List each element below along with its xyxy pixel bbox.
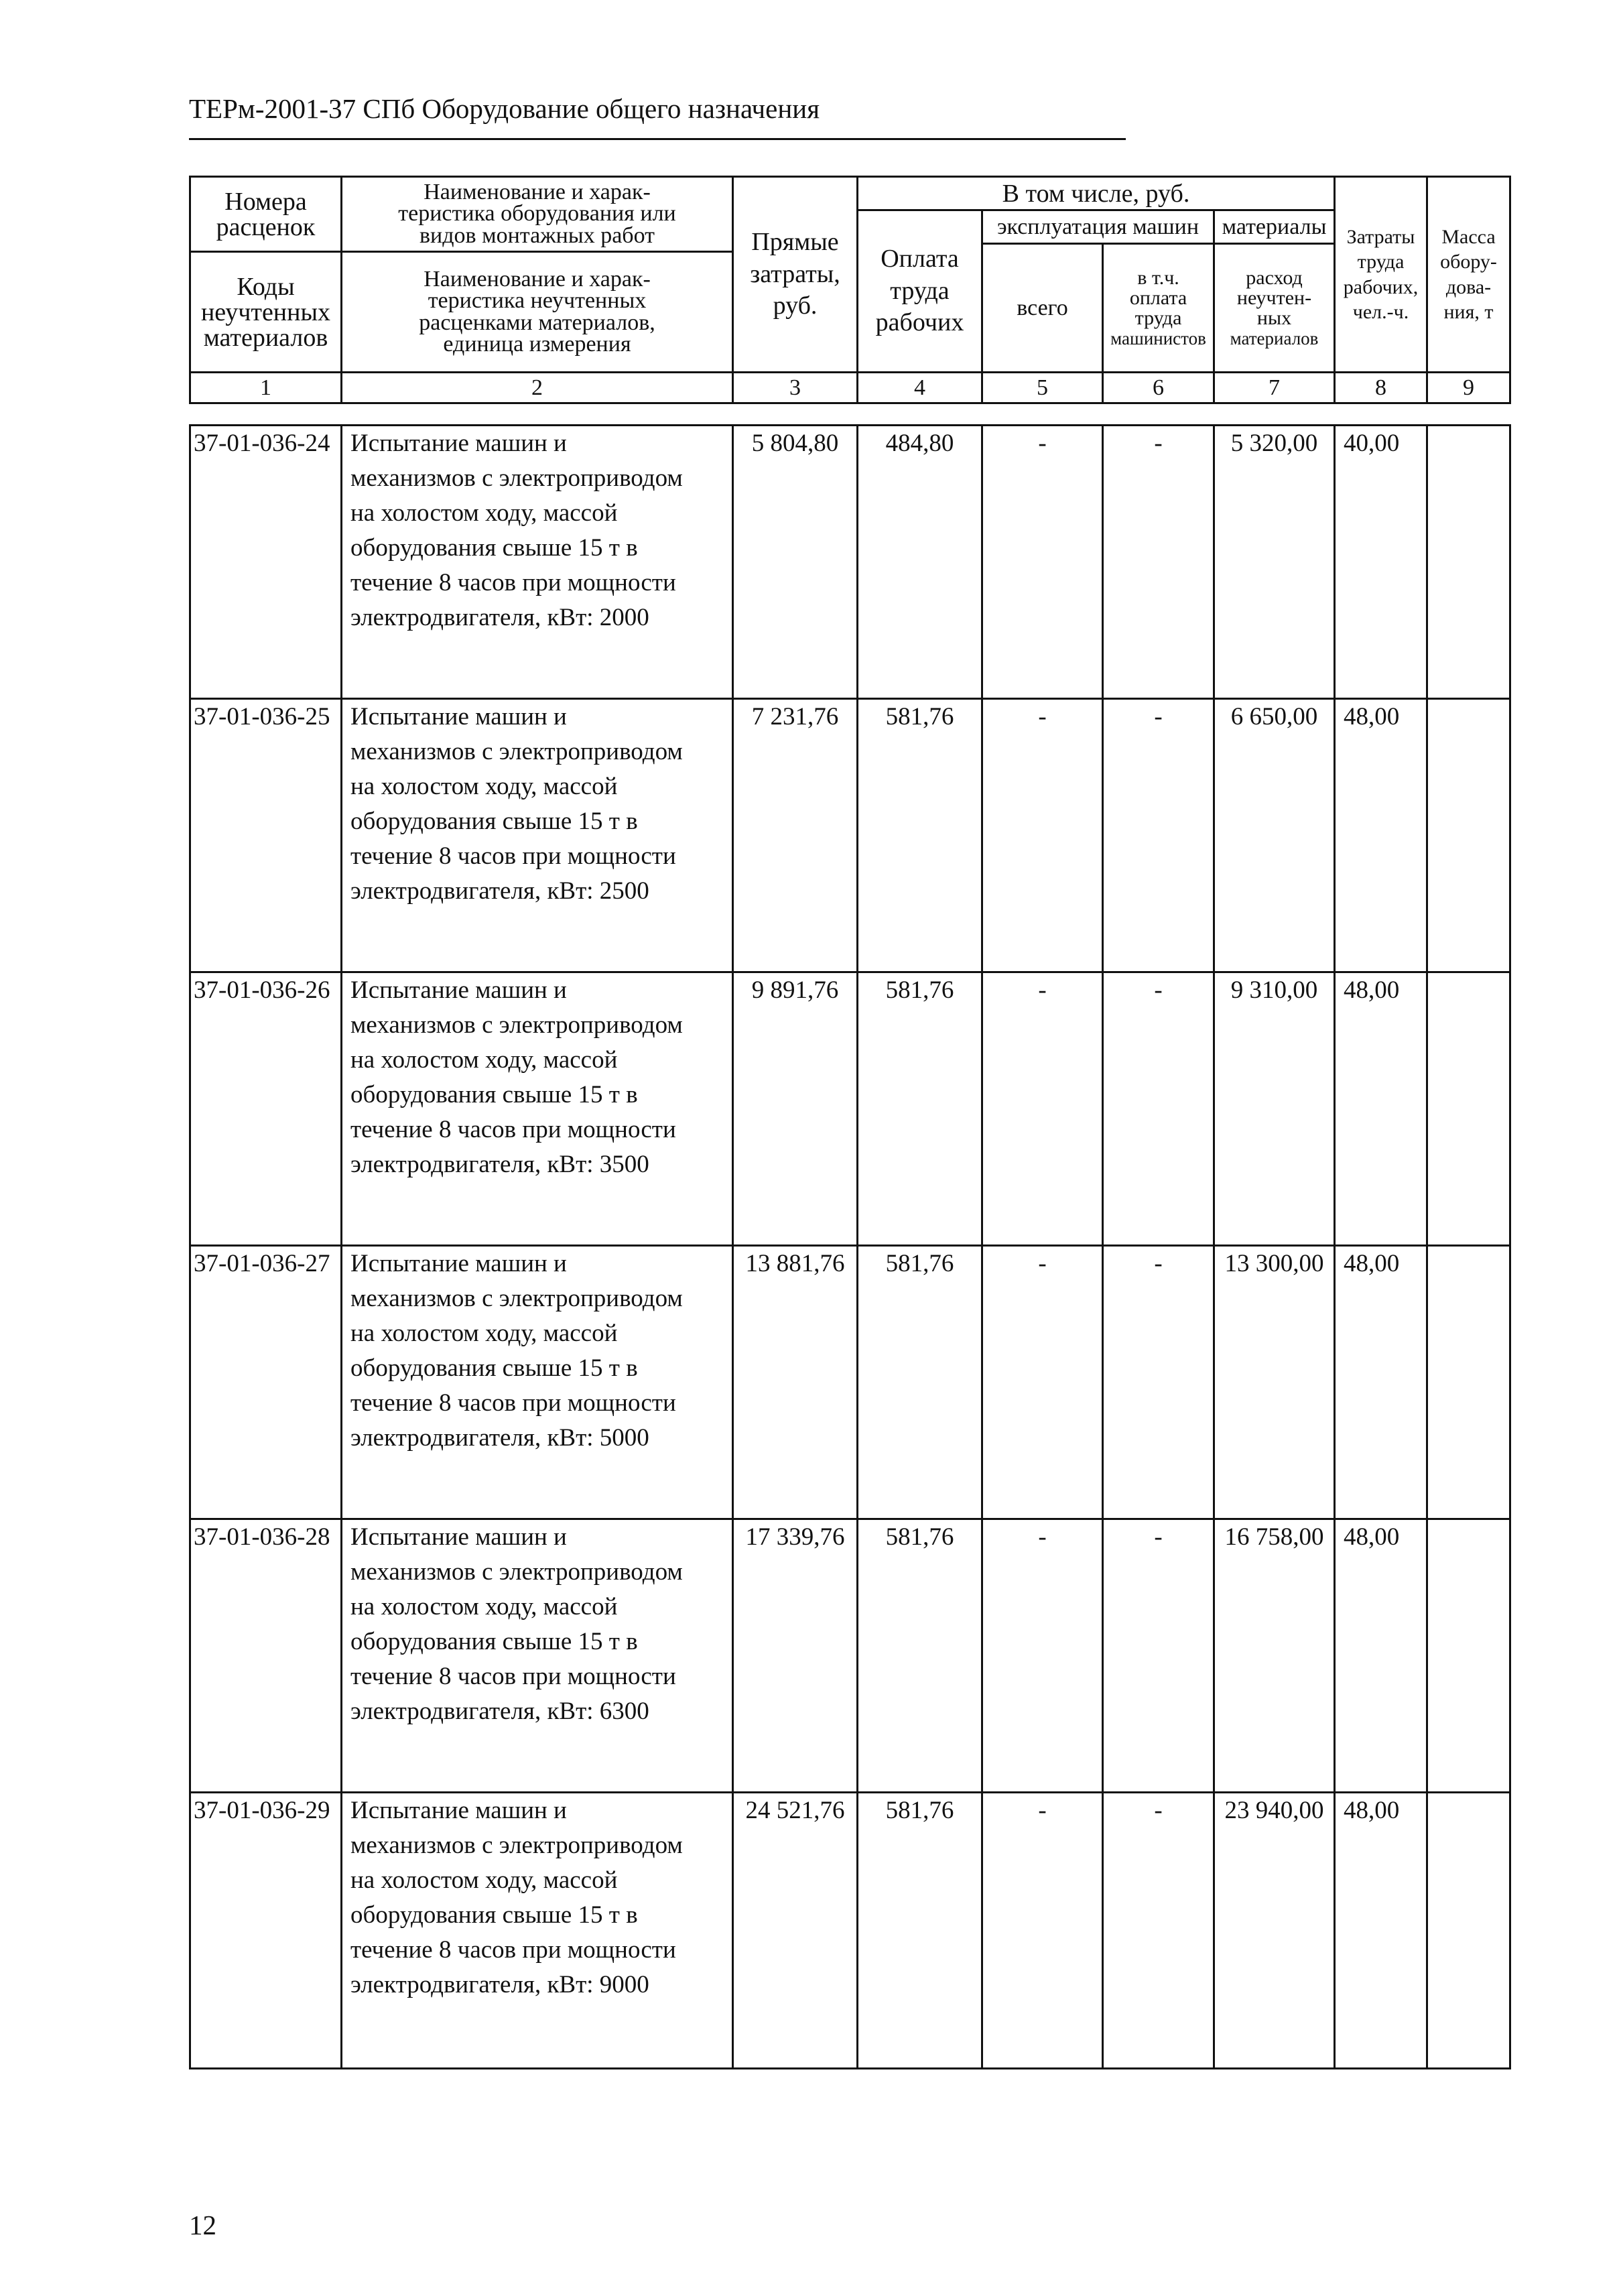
header-num-4: 4	[858, 373, 982, 403]
direct-costs: 5 804,80	[733, 426, 858, 699]
worker-pay: 581,76	[858, 699, 982, 972]
header-operator-pay: в т.ч. оплата труда машинистов	[1103, 244, 1214, 373]
equipment-mass	[1427, 1519, 1510, 1793]
operator-pay: -	[1103, 426, 1214, 699]
labor-hours: 48,00	[1335, 972, 1427, 1246]
machines-total: -	[982, 972, 1103, 1246]
worker-pay: 484,80	[858, 426, 982, 699]
rate-description	[342, 1246, 733, 1519]
header-num-1: 1	[190, 373, 342, 403]
materials-cost: 9 310,00	[1214, 972, 1335, 1246]
rate-description	[342, 426, 733, 699]
materials-cost: 5 320,00	[1214, 426, 1335, 699]
rate-description-line: оборудования свыше 15 т в	[350, 808, 638, 835]
rate-description-line: электродвигателя, кВт: 3500	[350, 1151, 649, 1178]
rate-description-line: электродвигателя, кВт: 2500	[350, 877, 649, 905]
header-equipment-mass: Масса обору- дова- ния, т	[1427, 177, 1510, 373]
header-machines-total: всего	[982, 244, 1103, 373]
rate-description-line: течение 8 часов при мощности	[350, 1116, 676, 1143]
rate-description-line: Испытание машин и	[350, 976, 567, 1004]
rate-description-line: течение 8 часов при мощности	[350, 1663, 676, 1690]
equipment-mass	[1427, 972, 1510, 1246]
materials-cost: 6 650,00	[1214, 699, 1335, 972]
header-num-6: 6	[1103, 373, 1214, 403]
rate-description-line: течение 8 часов при мощности	[350, 1389, 676, 1417]
rate-description-line: Испытание машин и	[350, 1523, 567, 1551]
header-machine-operation: эксплуатация машин	[982, 210, 1214, 244]
direct-costs: 17 339,76	[733, 1519, 858, 1793]
page-number: 12	[189, 2210, 216, 2240]
header-num-3: 3	[733, 373, 858, 403]
rate-description-line: на холостом ходу, массой	[350, 773, 618, 800]
rate-description-line: оборудования свыше 15 т в	[350, 1354, 638, 1382]
table-row	[190, 1246, 1510, 1519]
labor-hours: 48,00	[1335, 1519, 1427, 1793]
rate-description-line: электродвигателя, кВт: 9000	[350, 1971, 649, 1998]
rate-description	[342, 1793, 733, 2069]
rate-code: 37-01-036-28	[190, 1519, 342, 1793]
header-rate-numbers: Номера расценок	[190, 177, 342, 252]
rate-description-line: на холостом ходу, массой	[350, 1593, 618, 1620]
rate-description-line: оборудования свыше 15 т в	[350, 1081, 638, 1108]
header-group-including: В том числе, руб.	[858, 177, 1335, 210]
rate-description-line: механизмов с электроприводом	[350, 1285, 683, 1312]
materials-cost: 13 300,00	[1214, 1246, 1335, 1519]
rate-description-line: Испытание машин и	[350, 430, 567, 457]
rate-code: 37-01-036-29	[190, 1793, 342, 2069]
table-row	[190, 1793, 1510, 2069]
header-num-5: 5	[982, 373, 1103, 403]
header-materials: материалы	[1214, 210, 1335, 244]
rate-description-line: оборудования свыше 15 т в	[350, 534, 638, 562]
equipment-mass	[1427, 1793, 1510, 2069]
rate-description-line: оборудования свыше 15 т в	[350, 1628, 638, 1655]
header-direct-costs: Прямые затраты, руб.	[733, 177, 858, 373]
header-rule	[189, 138, 1126, 140]
rate-description-line: Испытание машин и	[350, 1797, 567, 1824]
materials-cost: 16 758,00	[1214, 1519, 1335, 1793]
rate-code: 37-01-036-26	[190, 972, 342, 1246]
machines-total: -	[982, 426, 1103, 699]
operator-pay: -	[1103, 1246, 1214, 1519]
header-material-name: Наименование и харак- теристика неучтенных расценками материалов, единица измерения	[342, 252, 733, 373]
header-worker-pay: Оплата труда рабочих	[858, 210, 982, 373]
machines-total: -	[982, 699, 1103, 972]
labor-hours: 48,00	[1335, 699, 1427, 972]
direct-costs: 7 231,76	[733, 699, 858, 972]
worker-pay: 581,76	[858, 1519, 982, 1793]
rate-description-line: на холостом ходу, массой	[350, 1320, 618, 1347]
header-num-7: 7	[1214, 373, 1335, 403]
rate-description-line: на холостом ходу, массой	[350, 499, 618, 527]
worker-pay: 581,76	[858, 1246, 982, 1519]
worker-pay: 581,76	[858, 1793, 982, 2069]
table-row	[190, 426, 1510, 699]
rate-description-line: механизмов с электроприводом	[350, 738, 683, 765]
equipment-mass	[1427, 1246, 1510, 1519]
operator-pay: -	[1103, 1793, 1214, 2069]
table-row	[190, 972, 1510, 1246]
equipment-mass	[1427, 426, 1510, 699]
rate-description-line: на холостом ходу, массой	[350, 1866, 618, 1894]
machines-total: -	[982, 1246, 1103, 1519]
worker-pay: 581,76	[858, 972, 982, 1246]
rate-description	[342, 699, 733, 972]
direct-costs: 24 521,76	[733, 1793, 858, 2069]
direct-costs: 9 891,76	[733, 972, 858, 1246]
rate-description-line: на холостом ходу, массой	[350, 1046, 618, 1074]
rate-description-line: Испытание машин и	[350, 1250, 567, 1277]
rate-description-line: электродвигателя, кВт: 5000	[350, 1424, 649, 1452]
labor-hours: 40,00	[1335, 426, 1427, 699]
table-row	[190, 1519, 1510, 1793]
materials-cost: 23 940,00	[1214, 1793, 1335, 2069]
table-row	[190, 699, 1510, 972]
rate-description-line: механизмов с электроприводом	[350, 1558, 683, 1586]
header-labor-hours: Затраты труда рабочих, чел.-ч.	[1335, 177, 1427, 373]
rate-description-line: механизмов с электроприводом	[350, 464, 683, 492]
rate-description	[342, 972, 733, 1246]
header-num-2: 2	[342, 373, 733, 403]
direct-costs: 13 881,76	[733, 1246, 858, 1519]
labor-hours: 48,00	[1335, 1793, 1427, 2069]
rate-description-line: электродвигателя, кВт: 6300	[350, 1698, 649, 1725]
rate-description-line: механизмов с электроприводом	[350, 1832, 683, 1859]
header-unaccounted-materials: расход неучтен- ных материалов	[1214, 244, 1335, 373]
operator-pay: -	[1103, 699, 1214, 972]
operator-pay: -	[1103, 1519, 1214, 1793]
rate-description-line: течение 8 часов при мощности	[350, 569, 676, 596]
rate-description	[342, 1519, 733, 1793]
rate-description-line: электродвигателя, кВт: 2000	[350, 604, 649, 631]
rate-code: 37-01-036-27	[190, 1246, 342, 1519]
rate-description-line: течение 8 часов при мощности	[350, 842, 676, 870]
machines-total: -	[982, 1519, 1103, 1793]
column-header-table	[189, 176, 1511, 404]
labor-hours: 48,00	[1335, 1246, 1427, 1519]
rate-code: 37-01-036-25	[190, 699, 342, 972]
rate-description-line: течение 8 часов при мощности	[350, 1936, 676, 1964]
header-work-name: Наименование и харак- теристика оборудования или видов монтажных работ	[342, 177, 733, 252]
equipment-mass	[1427, 699, 1510, 972]
rates-table	[189, 424, 1511, 2069]
header-material-codes: Коды неучтенных материалов	[190, 252, 342, 373]
rate-code: 37-01-036-24	[190, 426, 342, 699]
rate-description-line: Испытание машин и	[350, 703, 567, 730]
rate-description-line: механизмов с электроприводом	[350, 1011, 683, 1039]
rate-description-line: оборудования свыше 15 т в	[350, 1901, 638, 1929]
operator-pay: -	[1103, 972, 1214, 1246]
header-num-8: 8	[1335, 373, 1427, 403]
running-header: ТЕРм-2001-37 СПб Оборудование общего назначения	[189, 93, 820, 124]
header-num-9: 9	[1427, 373, 1510, 403]
machines-total: -	[982, 1793, 1103, 2069]
